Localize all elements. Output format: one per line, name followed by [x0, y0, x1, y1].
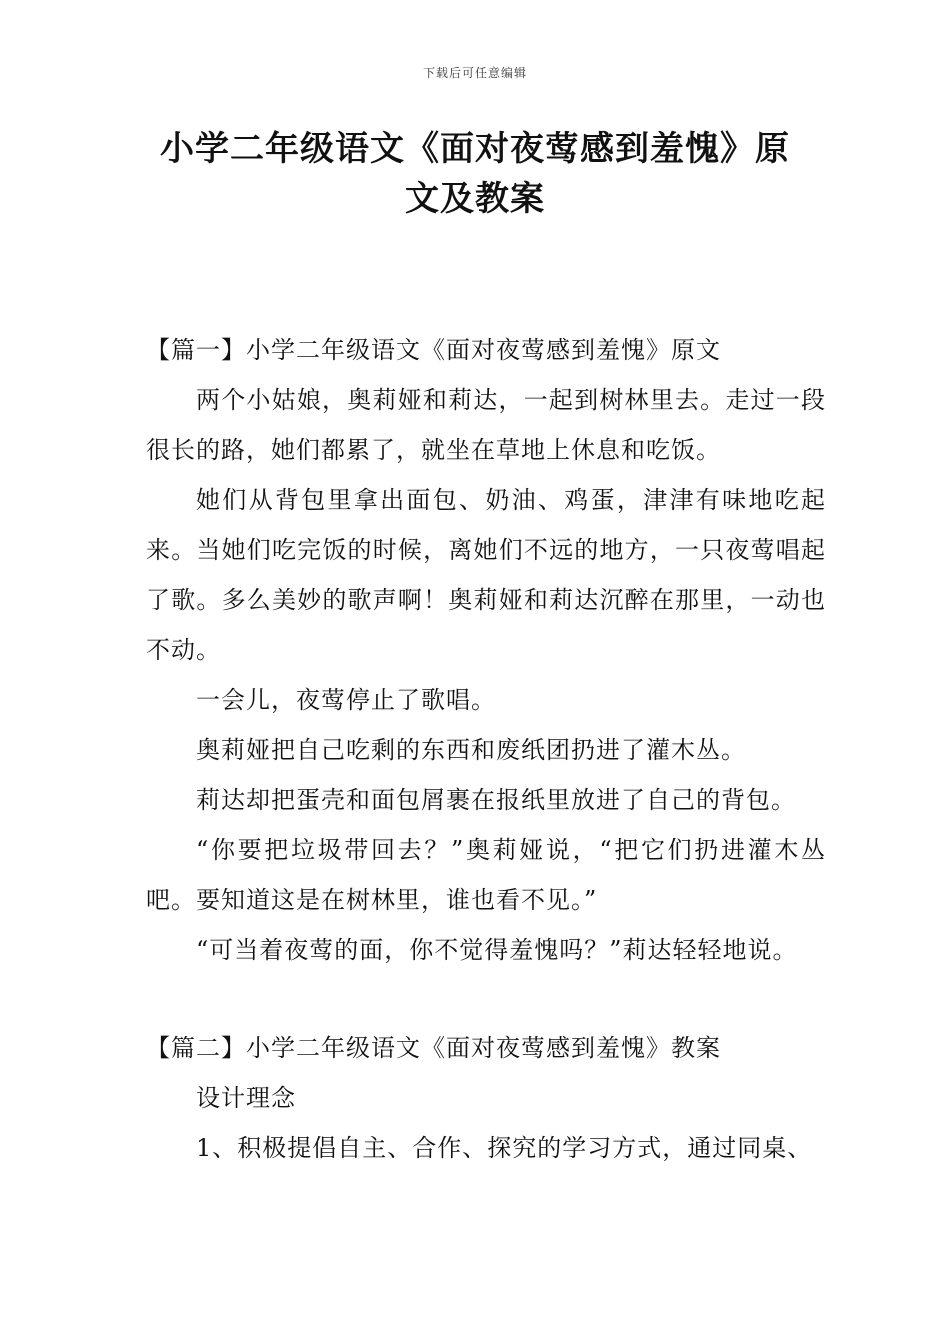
document-title-line-2: 文及教案 [405, 179, 545, 219]
paragraph: 奥莉娅把自己吃剩的东西和废纸团扔进了灌木丛。 [196, 736, 746, 764]
paragraph: 莉达却把蛋壳和面包屑裹在报纸里放进了自己的背包。 [196, 786, 796, 814]
section-spacer [146, 975, 826, 1023]
page-header-note: 下载后可任意编辑 [422, 66, 527, 80]
paragraph: 两个小姑娘，奥莉娅和莉达，一起到树林里去。走过一段很长的路，她们都累了，就坐在草地上休息和吃饭。 [146, 386, 826, 464]
document-title-line-1: 小学二年级语文《面对夜莺感到羞愧》原 [160, 129, 790, 169]
document-title [100, 124, 850, 224]
document-body [146, 325, 826, 1173]
paragraph: 她们从背包里拿出面包、奶油、鸡蛋，津津有味地吃起来。当她们吃完饭的时候，离她们不远的地方，一只夜莺唱起了歌。多么美妙的歌声啊！奥莉娅和莉达沉醉在那里，一动也不动。 [146, 486, 826, 664]
paragraph: 设计理念 [196, 1084, 296, 1112]
section-heading-part-2: 【篇二】小学二年级语文《面对夜莺感到羞愧》教案 [146, 1034, 721, 1062]
paragraph: 一会儿，夜莺停止了歌唱。 [196, 686, 496, 714]
paragraph: “可当着夜莺的面，你不觉得羞愧吗？”莉达轻轻地说。 [196, 936, 798, 964]
paragraph: 1、积极提倡自主、合作、探究的学习方式，通过同桌、 [196, 1134, 813, 1162]
paragraph: “你要把垃圾带回去？”奥莉娅说，“把它们扔进灌木丛吧。要知道这是在树林里，谁也看不见。” [146, 836, 826, 914]
section-heading-part-1: 【篇一】小学二年级语文《面对夜莺感到羞愧》原文 [146, 336, 721, 364]
